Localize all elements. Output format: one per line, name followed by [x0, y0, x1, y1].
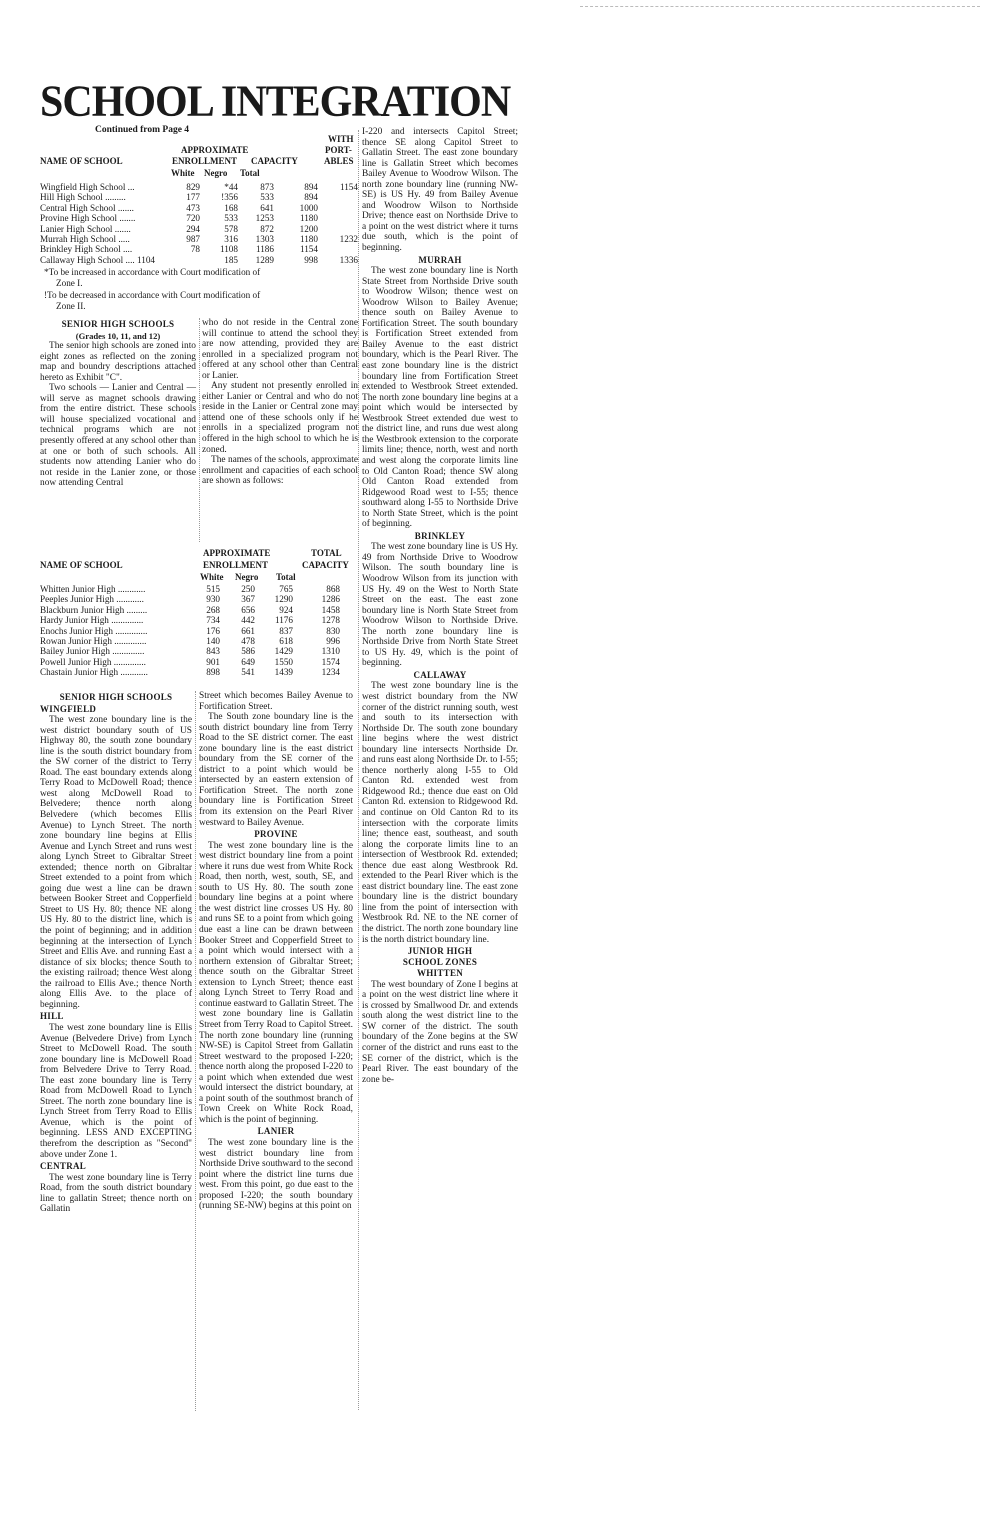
paragraph: The west zone boundary line is Terry Road, from the south district boundary line to gallatin Street; thence north on Gallatin — [40, 1172, 192, 1215]
table-row — [40, 192, 358, 202]
cell-negro: 649 — [241, 656, 255, 667]
cell-capacity: 1234 — [321, 667, 340, 678]
article-col-c1 — [40, 691, 192, 1215]
cell-name: Rowan Junior High .............. — [40, 636, 147, 647]
cell-total: 1429 — [274, 646, 293, 657]
article-col-c3 — [362, 127, 518, 1085]
cell-capacity: 1154 — [299, 244, 318, 255]
paragraph: The west zone boundary line is US Hy. 49 from Northside Drive to Woodrow Wilson. The south boundary line is Woodrow Wilson from its junction with US Hy. 49 on the West to North State Street on the east. The east zone boundary line is North State Street from Woodrow Wilson to Northside Drive. The north zone boundary line is Northside Drive from North State Street to US Hy. 49, which is the point of beginning. — [362, 542, 518, 669]
cell-total: 618 — [279, 636, 293, 647]
cell-white: 177 — [186, 192, 200, 203]
heading-central: CENTRAL — [40, 1161, 87, 1172]
cell-capacity: 1200 — [299, 223, 318, 234]
headline: SCHOOL INTEGRATION — [40, 77, 511, 127]
cell-total: 1289 — [255, 254, 274, 265]
cell-white: 515 — [206, 584, 220, 594]
header-total: TOTAL — [311, 548, 342, 558]
cell-negro: 578 — [224, 223, 238, 234]
header-name-of-school: NAME OF SCHOOL — [40, 156, 123, 166]
cell-negro: 250 — [241, 584, 255, 594]
junior-enrollment-table — [40, 548, 358, 678]
cell-total: 533 — [260, 192, 274, 203]
cell-name: Murrah High School ..... — [40, 234, 130, 245]
cell-portables — [318, 244, 358, 254]
cell-name: Whitten Junior High ............ — [40, 584, 146, 594]
cell-total: 837 — [279, 625, 293, 636]
cell-white: 140 — [206, 636, 220, 647]
heading-murrah: MURRAH — [418, 254, 462, 265]
cell-white: 843 — [206, 646, 220, 657]
cell-portables — [318, 203, 358, 213]
cell-capacity: 894 — [304, 192, 318, 203]
header-capacity: CAPACITY — [302, 560, 349, 570]
article-col-c2 — [199, 691, 353, 1212]
header-ables: ABLES — [324, 156, 354, 166]
header-white: White — [200, 572, 224, 582]
footnote-1-line-2: Zone I. — [56, 277, 83, 288]
header-capacity: CAPACITY — [251, 156, 298, 166]
cell-white: 473 — [186, 202, 200, 213]
cell-negro: 367 — [241, 594, 255, 605]
cell-negro: 442 — [241, 615, 255, 626]
cell-name: Hardy Junior High .............. — [40, 615, 144, 626]
article-col-a2 — [202, 318, 358, 487]
cell-total: 872 — [260, 223, 274, 234]
paragraph: The west zone boundary line is the west district boundary line from a point where it runs due west from White Rock Road, then north, west, south, SE, and south to US Hy. 80. The south zone boundary line begins at a point where the west district line crosses US Hy. 80 and runs SE to a point from which going due east a line can be drawn between Booker Street and Copperfield Street to a point which would intersect with a northern extension of Gibraltar Street; thence south on the Gibraltar Street extension to Lynch Street; thence east along Lynch Street to Terry Road and continue eastward to Gallatin Street. The west zone boundary line is Gallatin Street from Terry Road to Capitol Street. The north zone boundary line (running NW-SE) is Capitol Street from Gallatin Street westward to the proposed I-220; thence north along the proposed I-220 to a point which when extended due west would intersect the district boundary, at a point south of the southmost branch of Town Creek on White Rock Road, which is the point of beginning. — [199, 840, 353, 1125]
cell-portables: 1232 — [339, 234, 358, 245]
header-approximate: APPROXIMATE — [181, 145, 249, 155]
heading-hill: HILL — [40, 1011, 64, 1022]
cell-capacity: 1458 — [321, 604, 340, 615]
cell-white: 720 — [186, 213, 200, 224]
table-row — [40, 594, 340, 604]
header-enrollment: ENROLLMENT — [172, 156, 238, 166]
junior-table-header — [40, 548, 358, 584]
subheading-grades: (Grades 10, 11, and 12) — [75, 330, 161, 341]
table-row — [40, 213, 358, 223]
table-row — [40, 203, 358, 213]
cell-total: 1186 — [255, 244, 274, 255]
cell-negro: 478 — [241, 636, 255, 647]
cell-portables — [318, 213, 358, 223]
header-enrollment: ENROLLMENT — [203, 560, 269, 570]
cell-total: 765 — [279, 584, 293, 594]
cell-name: Peeples Junior High ............ — [40, 594, 144, 605]
cell-capacity: 1574 — [321, 656, 340, 667]
header-negro: Negro — [235, 572, 259, 582]
table-row — [40, 657, 340, 667]
cell-total: 1176 — [274, 615, 293, 626]
paragraph: The names of the schools, approximate enrollment and capacities of each school are shown as follows: — [202, 455, 358, 487]
table-row — [40, 636, 340, 646]
senior-table-body — [40, 182, 358, 265]
paragraph: The west boundary of Zone I begins at a point on the west district line where it is crossed by Smallwood Dr. and extends south along the west district line to the SW corner of the district. The south boundary of the Zone begins at the SW corner of the district and runs east to the SE corner of the district, which is the Pearl River. The east boundary of the zone be- — [362, 979, 518, 1085]
header-negro: Negro — [204, 168, 228, 178]
cell-white: 176 — [206, 625, 220, 636]
cell-name: Chastain Junior High ............ — [40, 667, 148, 678]
cell-negro: 316 — [224, 234, 238, 245]
cell-white: 829 — [186, 182, 200, 192]
footnote-1-line-1: *To be increased in accordance with Court modification of — [44, 267, 261, 277]
cell-name: Powell Junior High .............. — [40, 656, 146, 667]
heading-senior-high-schools-2: SENIOR HIGH SCHOOLS — [59, 692, 173, 702]
cell-total: 641 — [260, 202, 274, 213]
table-row — [40, 584, 340, 594]
table-row — [40, 182, 358, 192]
table-row — [40, 605, 340, 615]
senior-table-header — [40, 134, 358, 182]
cell-capacity: 868 — [326, 584, 340, 594]
header-name-of-school: NAME OF SCHOOL — [40, 560, 123, 570]
heading-junior-high: JUNIOR HIGH — [407, 946, 473, 957]
cell-capacity: 894 — [304, 182, 318, 192]
cell-negro: 533 — [224, 213, 238, 224]
cell-name: Bailey Junior High .............. — [40, 646, 145, 657]
column-rule — [195, 691, 196, 1411]
article-col-a1 — [40, 318, 196, 489]
cell-total: 1290 — [274, 594, 293, 605]
cell-capacity: 996 — [326, 636, 340, 647]
paragraph: Street which becomes Bailey Avenue to Fortification Street. — [199, 691, 353, 712]
paragraph: who do not reside in the Central zone will continue to attend the school they are now attending, provided they are enrolled in a specialized program not offered at any school other than Central or Lanier. — [202, 318, 358, 381]
cell-name: Enochs Junior High .............. — [40, 625, 148, 636]
heading-provine: PROVINE — [254, 829, 298, 840]
table-row — [40, 626, 340, 636]
cell-name: Brinkley High School .... — [40, 244, 133, 255]
cell-total: 1550 — [274, 656, 293, 667]
header-white: White — [171, 168, 195, 178]
cell-name: Hill High School ......... — [40, 192, 126, 203]
cell-capacity: 1000 — [299, 202, 318, 213]
cell-portables: 1154 — [339, 182, 358, 192]
cell-white: 268 — [206, 604, 220, 615]
table-row — [40, 244, 358, 254]
cell-capacity: 830 — [326, 625, 340, 636]
cell-capacity: 998 — [304, 254, 318, 265]
cell-capacity: 1286 — [321, 594, 340, 605]
cell-total: 924 — [279, 604, 293, 615]
paragraph: The west zone boundary line is the west district boundary line from Northside Drive southward to the second point where the district line turns due west. From this point, go due east to the proposed I-220; the south boundary (running SE-NW) begins at this point on — [199, 1137, 353, 1212]
cell-name: Lanier High School ....... — [40, 223, 131, 234]
senior-footnote-1 — [44, 267, 260, 288]
heading-senior-high-schools: SENIOR HIGH SCHOOLS — [61, 319, 175, 329]
paragraph: I-220 and intersects Capitol Street; thence SE along Capitol Street to Gallatin Street. The east zone boundary line is Gallatin Street which becomes Bailey Avenue to Woodrow Wilson. The north zone boundary line (running NW-SE) is US Hy. 49 from Bailey Avenue and Woodrow Wilson to Northside Drive; thence east on Northside Drive to a point on the west district where it turns due south, which is the point of beginning. — [362, 127, 518, 254]
senior-enrollment-table — [40, 134, 358, 265]
header-port: PORT- — [325, 145, 352, 155]
cell-portables — [318, 224, 358, 234]
cell-total: 1439 — [274, 667, 293, 678]
cell-total: 1303 — [255, 234, 274, 245]
cell-name: Callaway High School .... 1104 — [40, 254, 156, 265]
cell-negro: 586 — [241, 646, 255, 657]
heading-school-zones: SCHOOL ZONES — [402, 956, 478, 967]
cell-portables — [318, 192, 358, 202]
cell-negro: 168 — [224, 202, 238, 213]
header-total: Total — [240, 168, 260, 178]
cell-negro: 541 — [241, 667, 255, 678]
cell-white: 734 — [206, 615, 220, 626]
junior-table-body — [40, 584, 340, 678]
footnote-2-line-2: Zone II. — [56, 300, 86, 311]
cell-capacity: 1310 — [321, 646, 340, 657]
cell-white: 898 — [206, 667, 220, 678]
heading-lanier: LANIER — [257, 1126, 295, 1137]
footnote-2-line-1: !To be decreased in accordance with Court modification of — [44, 290, 261, 300]
cell-capacity: 1180 — [299, 213, 318, 224]
cell-portables: 1336 — [339, 254, 358, 265]
table-row — [40, 667, 340, 677]
cell-white: 901 — [206, 656, 220, 667]
cell-white: 987 — [186, 234, 200, 245]
paragraph: The west zone boundary line is the west district boundary south of US Highway 80, the south zone boundary line is the south district boundary from the SW corner of the district to Terry Road. The east boundary extends along Terry Road to McDowell Road; thence west along McDowell Road to Belvedere; thence north along Belvedere (which becomes Ellis Avenue) to Lynch Street. The north zone boundary line begins at Ellis Avenue and Lynch Street and runs west along Lynch Street to Gibraltar Street extended; thence north on Gibraltar Street extended to a point from which going due west a line can be drawn between Booker Street and Copperfield Street to US Hy. 80; thence NE along US Hy. 80 to the district line, which is the point of beginning; and in addition beginning at the intersection of Lynch Street and Ellis Ave. and running East a distance of six blocks; thence South to the existing railroad; thence West along the railroad to Ellis Ave.; thence North along Ellis Ave. to the place of beginning. — [40, 715, 192, 1010]
cell-white: 930 — [206, 594, 220, 605]
cell-name: Central High School ....... — [40, 202, 134, 213]
header-total-col: Total — [276, 572, 296, 582]
column-rule — [199, 318, 200, 542]
cell-total: 1253 — [255, 213, 274, 224]
paragraph: The South zone boundary line is the south district boundary line from Terry Road to the SE district corner. The east zone boundary line is the east district boundary from the SE corner of the district to a point which would be intersected by an eastern extension of Fortification Street. The north zone boundary line is Fortification Street from its extension on the Pearl River westward to Bailey Avenue. — [199, 712, 353, 828]
paragraph: The west zone boundary line is the west district boundary from the NW corner of the district running south, west and south to its intersection with Northside Dr. The south zone boundary line begins where the west district boundary line intersects Northside Dr. and runs east along Northside Dr. to I-55; thence northerly along I-55 to Old Canton Rd. extended west from Ridgewood Rd.; thence due east on Old Canton Rd. extension to Ridgewood Rd. and continue on Old Canton Rd to its intersection with the corporate limits line; thence east, southeast, and south along the corporate limits line to an intersection of Westbrook Rd. extended; thence due east along Westbrook Rd. extended to the Pearl River which is the east district boundary line. The east zone boundary line is the district boundary line from the point of intersection with Westbrook Rd. NE to the NE corner of the district. The north zone boundary line is the north district boundary line. — [362, 681, 518, 945]
top-dashed-rule — [580, 6, 980, 7]
table-row — [40, 234, 358, 244]
paragraph: The west zone boundary line is North State Street from Northside Drive south to Woodrow Wilson; thence west on Woodrow Wilson to Bailey Avenue; thence south on Bailey Avenue to Fortification Street. The south boundary is Fortification Street extended from Bailey Avenue to the east district boundary, which is the Pearl River. The east zone boundary line is the district boundary line from Fortification Street extended to Westbrook Street extended. The north zone boundary line begins at a point which would be intersected by Westbrook Street extended due west to the district line, and runs due west along the Westbrook extension to the corporate limits line; thence, north, west and north and west along the corporate limits line to Old Canton Road; thence SW along Old Canton Road extended from Ridgewood Road west to I-55; thence southward along I-55 to Northside Drive to North State Street, which is the point of beginning. — [362, 266, 518, 530]
paragraph: Two schools — Lanier and Central — will serve as magnet schools drawing from the entire district. These schools will house specialized vocational and technical programs which are not presently offered at any school other than at one or both of such schools. All students now attending Lanier who do not reside in the Lanier zone, or those now attending Central — [40, 383, 196, 489]
cell-white: 294 — [186, 223, 200, 234]
table-row — [40, 646, 340, 656]
cell-negro: *44 — [224, 182, 238, 192]
cell-negro: 656 — [241, 604, 255, 615]
header-approximate: APPROXIMATE — [203, 548, 271, 558]
cell-name: Provine High School ....... — [40, 213, 136, 224]
heading-wingfield: WINGFIELD — [40, 703, 97, 714]
cell-white — [170, 255, 200, 265]
paragraph: Any student not presently enrolled in either Lanier or Central and who do not reside in the Lanier or Central zone may attend one of these schools only if he enrolls in a specialized program not offered in the high school to which he is zoned. — [202, 381, 358, 455]
heading-brinkley: BRINKLEY — [414, 530, 466, 541]
cell-capacity: 1180 — [299, 234, 318, 245]
cell-total: 873 — [260, 182, 274, 192]
cell-negro: !356 — [221, 192, 238, 203]
cell-negro: 661 — [241, 625, 255, 636]
cell-capacity: 1278 — [321, 615, 340, 626]
paragraph: The senior high schools are zoned into eight zones as reflected on the zoning map and boundry descriptions attached hereto as Exhibit "C". — [40, 341, 196, 383]
senior-footnote-2 — [44, 290, 260, 311]
table-row — [40, 615, 340, 625]
heading-whitten: WHITTEN — [416, 968, 464, 979]
heading-callaway: CALLAWAY — [413, 669, 467, 680]
column-rule — [358, 130, 359, 1410]
cell-negro: 185 — [224, 254, 238, 265]
table-row — [40, 224, 358, 234]
paragraph: The west zone boundary line is Ellis Avenue (Belvedere Drive) from Lynch Street to McDowell Road. The south zone boundary line is McDowell Road from Belvedere Drive to Terry Road. The east zone boundary line is Terry Road from McDowell Road to Lynch Street. The north zone boundary line is Lynch Street from Terry Road to Ellis Avenue, which is the point of beginning. LESS AND EXCEPTING therefrom the description as "Second" above under Zone 1. — [40, 1022, 192, 1160]
cell-name: Wingfield High School ... — [40, 182, 135, 192]
table-row — [40, 255, 358, 265]
cell-negro: 1108 — [219, 244, 238, 255]
cell-white: 78 — [190, 244, 200, 255]
cell-name: Blackburn Junior High ......... — [40, 604, 148, 615]
continued-note: Continued from Page 4 — [95, 125, 190, 135]
header-with: WITH — [328, 134, 354, 144]
